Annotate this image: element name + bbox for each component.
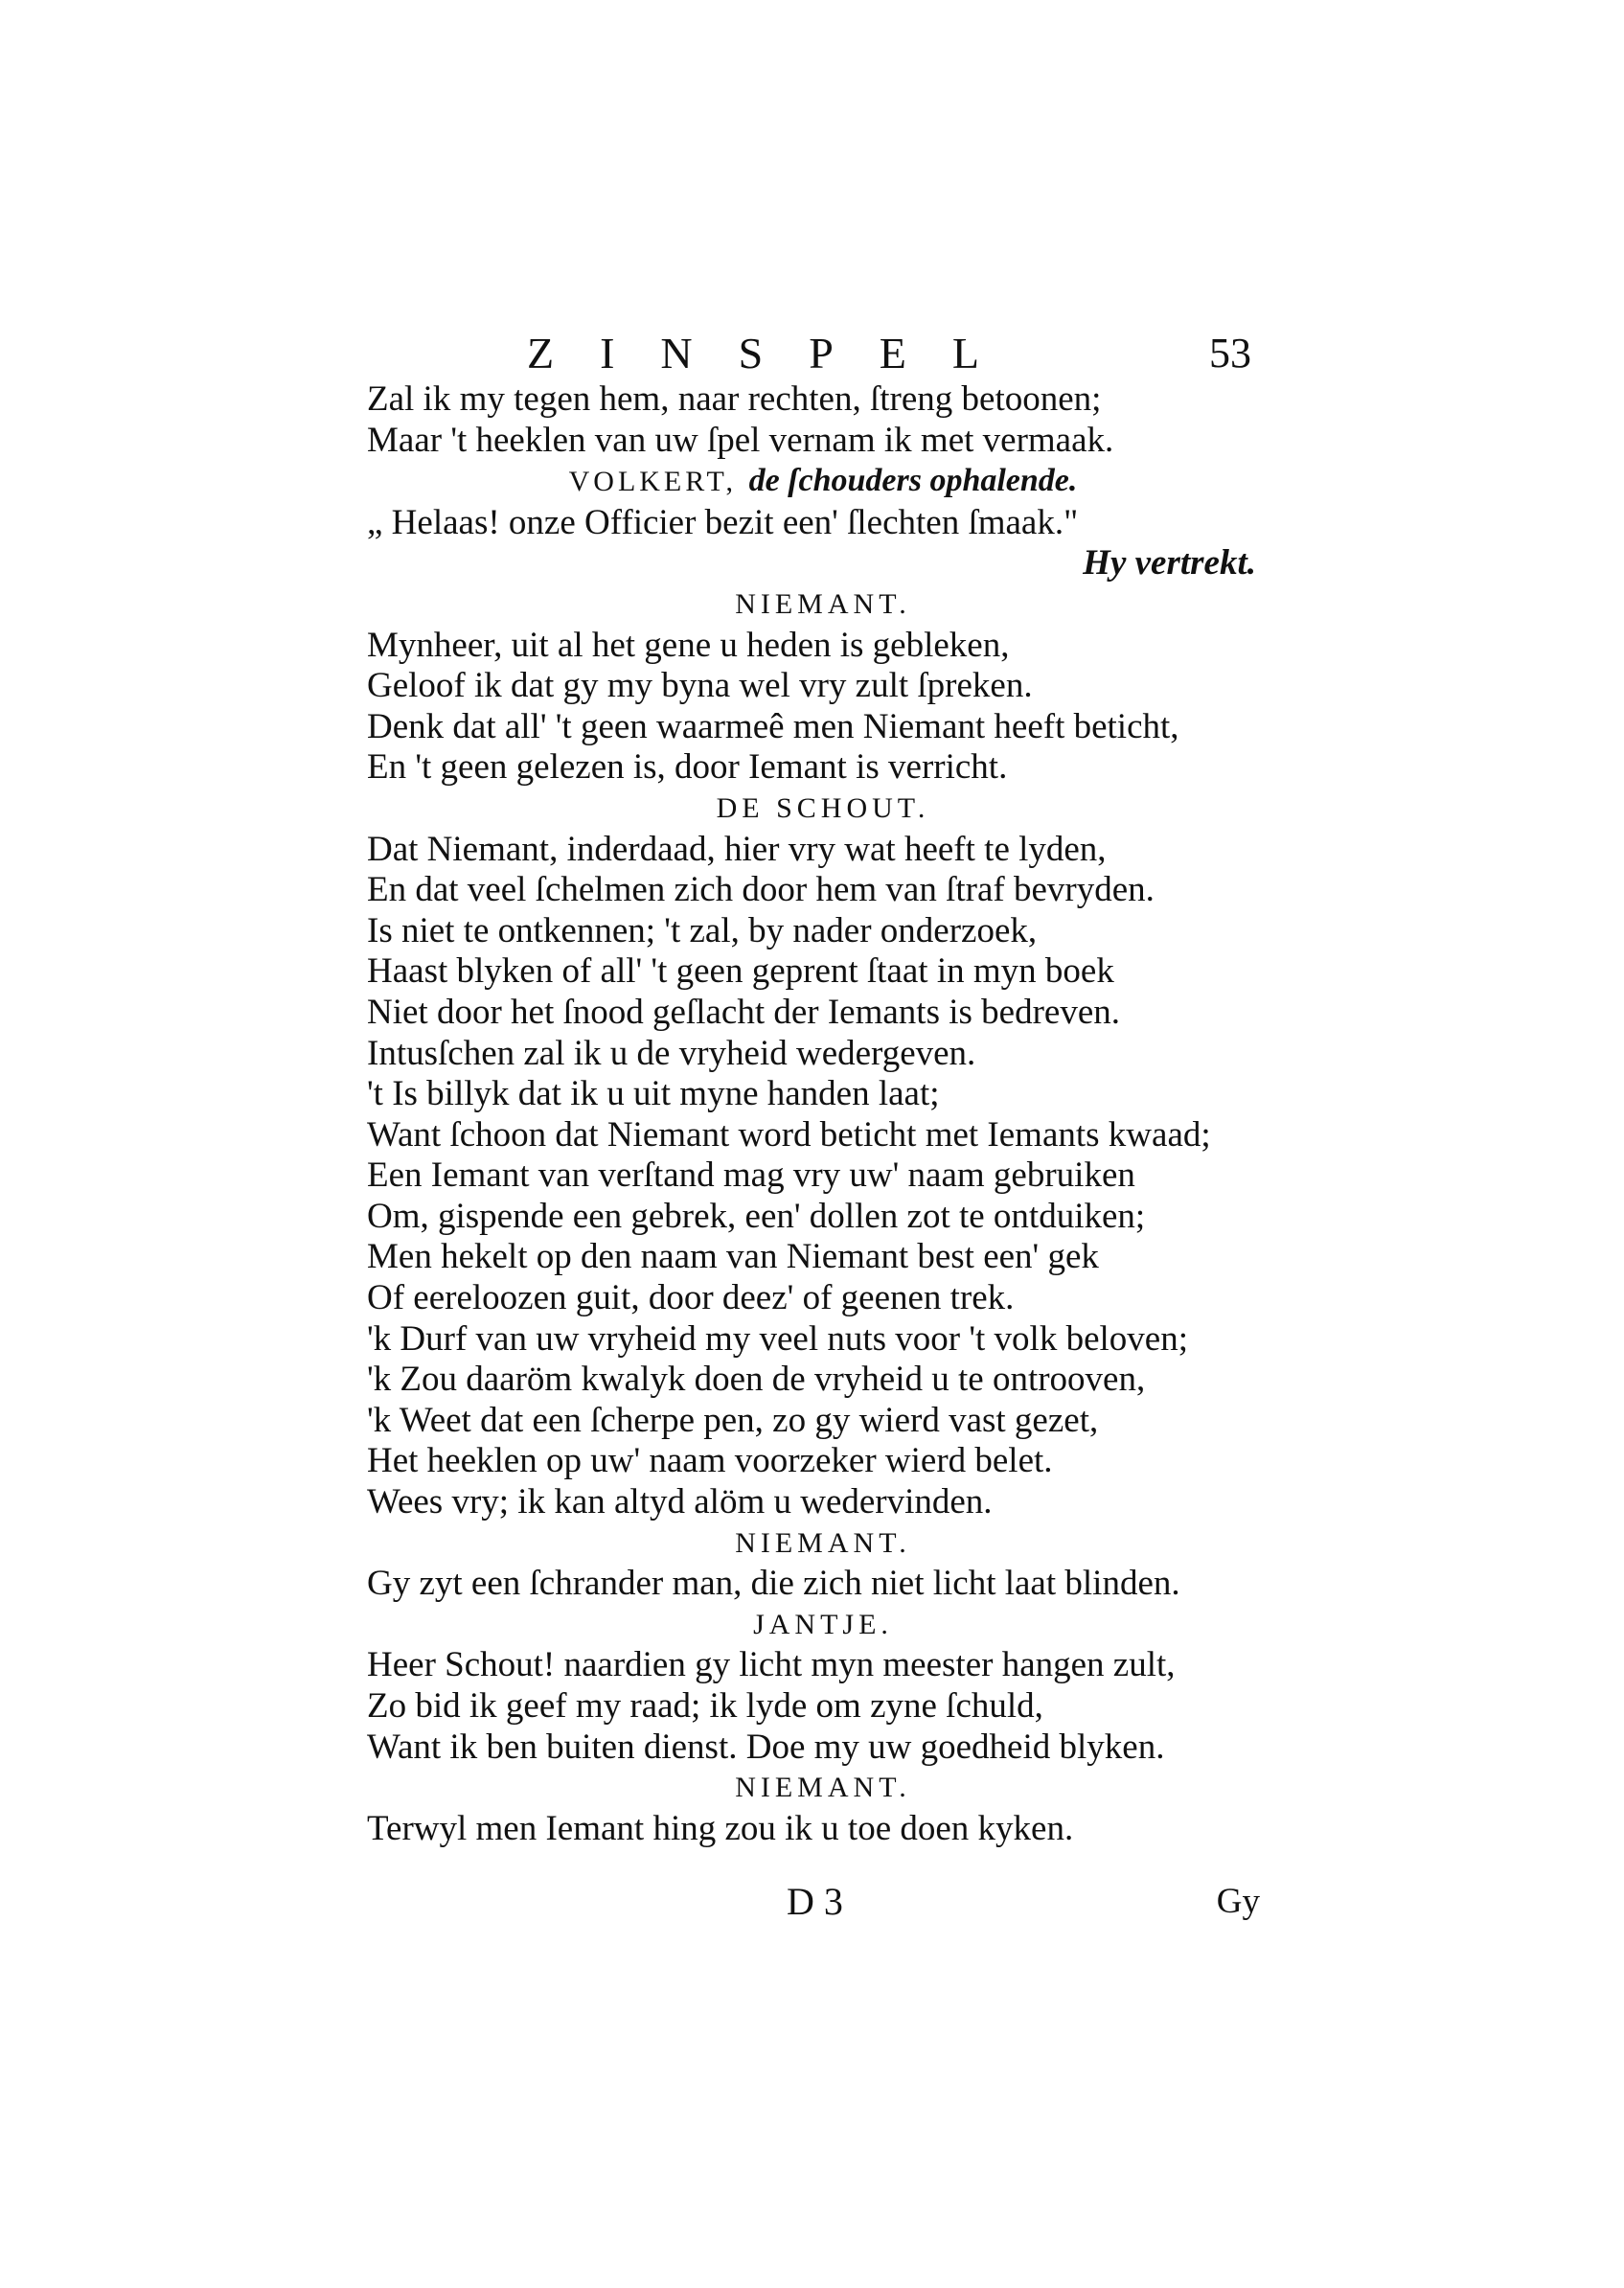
verse-line: Of eereloozen guit, door deez' of geenen trek. [367,1278,1015,1318]
speaker-heading-niemant: NIEMANT. [735,1526,911,1559]
verse-line: Een Iemant van verſtand mag vry uw' naam gebruiken [367,1155,1135,1196]
verse-line: En 't geen gelezen is, door Iemant is verricht. [367,747,1008,788]
verse-line: Maar 't heeklen van uw ſpel vernam ik met vermaak. [367,420,1114,460]
verse-line: Haast blyken of all' 't geen geprent ſtaat in myn boek [367,951,1114,992]
verse-line: Dat Niemant, inderdaad, hier vry wat heeft te lyden, [367,829,1107,869]
verse-line: Is niet te ontkennen; 't zal, by nader onderzoek, [367,910,1038,950]
speaker-heading-niemant: NIEMANT. [735,1772,911,1804]
speaker-name: VOLKERT, [568,466,738,498]
verse-line: Men hekelt op den naam van Niemant best een' gek [367,1237,1099,1277]
speaker-heading-jantje: JANTJE. [753,1608,893,1640]
verse-line: 'k Durf van uw vryheid my veel nuts voor 't volk beloven; [367,1318,1188,1359]
speaker-heading-volkert [367,461,1279,503]
exit-direction: Hy vertrekt. [1083,543,1256,583]
page-footer [367,1878,1279,1926]
verse-line: Wees vry; ik kan altyd alöm u wedervinden. [367,1482,993,1522]
speaker-heading-niemant: NIEMANT. [735,587,911,620]
page-header [0,324,1624,383]
verse-line: Zal ik my tegen hem, naar rechten, ſtreng betoonen; [367,379,1102,419]
verse-line: Geloof ik dat gy my byna wel vry zult ſpreken. [367,666,1033,706]
verse-line: Het heeklen op uw' naam voorzeker wierd belet. [367,1441,1053,1481]
verse-line: Terwyl men Iemant hing zou ik u toe doen kyken. [367,1808,1074,1848]
verse-line: Gy zyt een ſchrander man, die zich niet licht laat blinden. [367,1564,1180,1604]
verse-line: En dat veel ſchelmen zich door hem van ſtraf bevryden. [367,870,1155,910]
verse-line: „ Helaas! onze Officier bezit een' ſlechten ſmaak." [367,502,1079,542]
verse-line: Zo bid ik geef my raad; ik lyde om zyne ſchuld, [367,1686,1043,1726]
page-number: 53 [1209,330,1251,377]
verse-line: Want ik ben buiten dienst. Doe my uw goedheid blyken. [367,1727,1165,1767]
verse-line: 't Is billyk dat ik u uit myne handen laat; [367,1074,940,1114]
verse-line: 'k Zou daaröm kwalyk doen de vryheid u te ontrooven, [367,1360,1146,1400]
verse-line: Heer Schout! naardien gy licht myn meester hangen zult, [367,1645,1176,1685]
verse-line: Want ſchoon dat Niemant word beticht met Iemants kwaad; [367,1114,1211,1155]
verse-line: Intusſchen zal ik u de vryheid wedergeven. [367,1033,976,1073]
verse-line: Niet door het ſnood geſlacht der Iemants is bedreven. [367,992,1120,1032]
stage-direction: de ſchouders ophalende. [748,463,1078,499]
signature-mark: D 3 [787,1880,843,1923]
speaker-heading-schout: DE SCHOUT. [716,791,930,824]
verse-line: Mynheer, uit al het gene u heden is gebleken, [367,625,1010,665]
running-title: ZINSPEL [527,329,1025,378]
catchword: Gy [1216,1882,1260,1921]
play-text [367,379,1279,1849]
verse-line: Om, gispende een gebrek, een' dollen zot te ontduiken; [367,1196,1146,1236]
verse-line: Denk dat all' 't geen waarmeê men Niemant heeft beticht, [367,706,1179,746]
verse-line: 'k Weet dat een ſcherpe pen, zo gy wierd vast gezet, [367,1400,1099,1440]
